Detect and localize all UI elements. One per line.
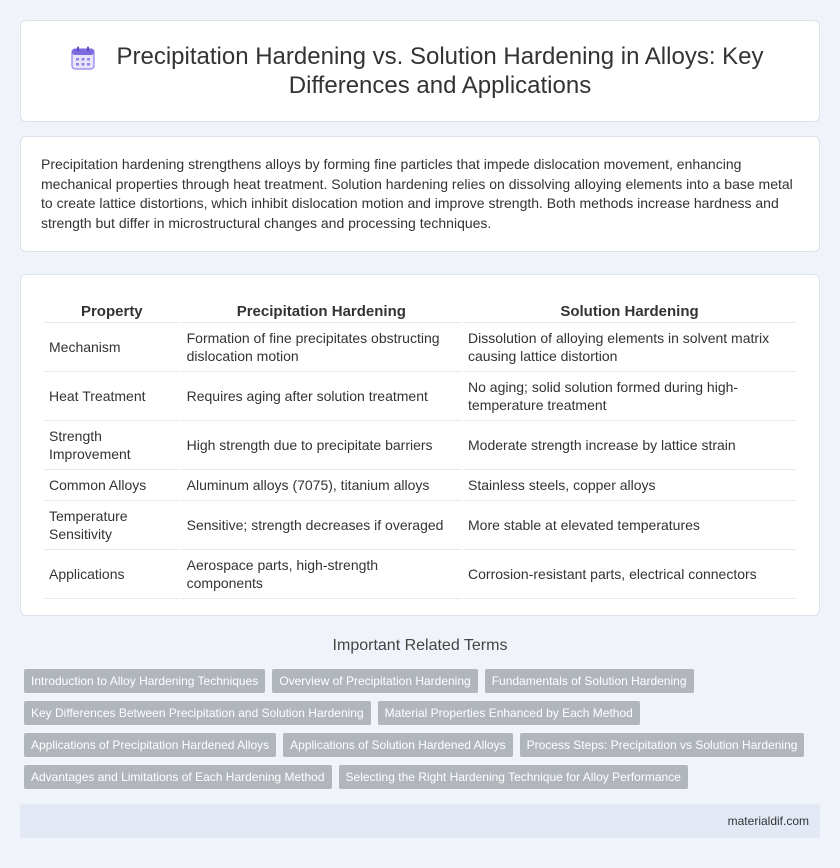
table-cell: Stainless steels, copper alloys bbox=[463, 470, 796, 501]
header-property: Property bbox=[44, 295, 180, 323]
intro-card bbox=[20, 136, 820, 252]
related-terms-title: Important Related Terms bbox=[332, 637, 508, 654]
table-cell: Strength Improvement bbox=[44, 421, 180, 470]
table-cell: Dissolution of alloying elements in solvent matrix causing lattice distortion bbox=[463, 323, 796, 372]
table-cell: No aging; solid solution formed during high-temperature treatment bbox=[463, 372, 796, 421]
table-cell: Requires aging after solution treatment bbox=[182, 372, 461, 421]
related-terms-list bbox=[24, 669, 824, 797]
tag-row bbox=[24, 765, 824, 789]
table-cell: Aerospace parts, high-strength components bbox=[182, 550, 461, 599]
table-cell: Common Alloys bbox=[44, 470, 180, 501]
related-term-tag[interactable]: Selecting the Right Hardening Technique for Alloy Performance bbox=[339, 765, 688, 789]
footer-site-link[interactable]: materialdif.com bbox=[727, 814, 809, 828]
related-term-tag[interactable]: Applications of Solution Hardened Alloys bbox=[283, 733, 512, 757]
table-header-row bbox=[44, 295, 796, 323]
calendar-icon bbox=[70, 45, 96, 71]
comparison-table bbox=[42, 295, 798, 599]
tag-row bbox=[24, 701, 824, 725]
table-cell: Temperature Sensitivity bbox=[44, 501, 180, 550]
table-cell: Corrosion-resistant parts, electrical connectors bbox=[463, 550, 796, 599]
table-cell: Sensitive; strength decreases if overaged bbox=[182, 501, 461, 550]
header-precipitation: Precipitation Hardening bbox=[182, 295, 461, 323]
table-row bbox=[44, 550, 796, 599]
tag-row bbox=[24, 733, 824, 757]
header-solution: Solution Hardening bbox=[463, 295, 796, 323]
related-term-tag[interactable]: Fundamentals of Solution Hardening bbox=[485, 669, 694, 693]
table-row bbox=[44, 323, 796, 372]
table-cell: More stable at elevated temperatures bbox=[463, 501, 796, 550]
tag-row bbox=[24, 669, 824, 693]
table-cell: Formation of fine precipitates obstructing dislocation motion bbox=[182, 323, 461, 372]
related-term-tag[interactable]: Overview of Precipitation Hardening bbox=[272, 669, 477, 693]
footer bbox=[20, 804, 820, 838]
table-cell: High strength due to precipitate barriers bbox=[182, 421, 461, 470]
related-term-tag[interactable]: Advantages and Limitations of Each Hardening Method bbox=[24, 765, 332, 789]
table-row bbox=[44, 421, 796, 470]
table-row bbox=[44, 501, 796, 550]
related-term-tag[interactable]: Key Differences Between Precipitation and Solution Hardening bbox=[24, 701, 371, 725]
table-cell: Aluminum alloys (7075), titanium alloys bbox=[182, 470, 461, 501]
intro-paragraph: Precipitation hardening strengthens alloys by forming fine particles that impede dislocation movement, enhancing mechanical properties through heat treatment. Solution hardening relies on dissolving alloying elements into a base metal to create lattice distortions, which inhibit dislocation motion and improve strength. Both methods increase hardness and strength but differ in microstructural changes and processing techniques. bbox=[41, 156, 793, 231]
title-wrap bbox=[70, 42, 770, 100]
comparison-table-card bbox=[20, 274, 820, 616]
table-cell: Moderate strength increase by lattice strain bbox=[463, 421, 796, 470]
table-cell: Applications bbox=[44, 550, 180, 599]
page-title: Precipitation Hardening vs. Solution Hardening in Alloys: Key Differences and Applications bbox=[116, 43, 764, 99]
title-card bbox=[20, 20, 820, 122]
table-cell: Mechanism bbox=[44, 323, 180, 372]
related-term-tag[interactable]: Process Steps: Precipitation vs Solution Hardening bbox=[520, 733, 805, 757]
table-cell: Heat Treatment bbox=[44, 372, 180, 421]
related-term-tag[interactable]: Material Properties Enhanced by Each Method bbox=[378, 701, 640, 725]
table-row bbox=[44, 470, 796, 501]
table-row bbox=[44, 372, 796, 421]
related-term-tag[interactable]: Introduction to Alloy Hardening Techniques bbox=[24, 669, 265, 693]
related-term-tag[interactable]: Applications of Precipitation Hardened Alloys bbox=[24, 733, 276, 757]
